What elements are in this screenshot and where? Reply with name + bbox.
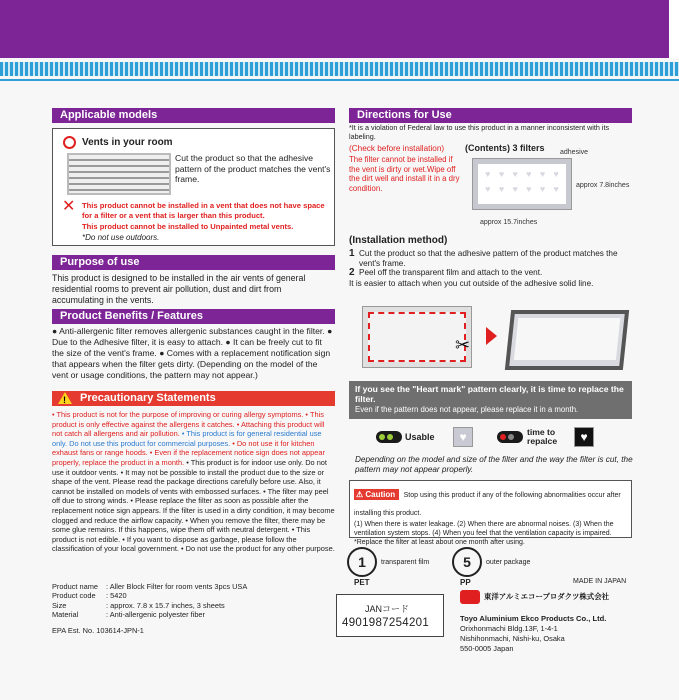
check-before-title: (Check before installation) xyxy=(349,144,445,153)
address-line-2: Nishihonmachi, Nishi-ku, Osaka xyxy=(460,634,565,643)
vent-grille-image xyxy=(67,153,171,195)
heart-icon: ♥ xyxy=(553,169,559,179)
precaution-heading xyxy=(52,391,335,406)
caution-box xyxy=(349,480,632,546)
decorative-line xyxy=(0,79,679,81)
dirty-filter-icon: ♥ xyxy=(574,427,594,447)
recycle-pet-icon xyxy=(347,547,377,577)
company-name-jp: 東洋アルミエコープロダクツ株式会社 xyxy=(484,592,609,601)
heart-note: Depending on the model and size of the filter and the way the filter is cut, the pattern may not appear properly. xyxy=(355,455,633,474)
heart-mark-subtitle: Even if the pattern does not appear, please replace it in a month. xyxy=(355,405,579,414)
usable-label: Usable xyxy=(405,432,435,442)
product-name-label: Product name xyxy=(52,582,99,591)
heart-mark-title: If you see the "Heart mark" pattern clearly, it is time to replace the filter. xyxy=(355,384,624,404)
clean-filter-icon: ♥ xyxy=(453,427,473,447)
heart-mark-panel xyxy=(349,381,632,419)
company-name: Toyo Aluminium Ekco Products Co., Ltd. xyxy=(460,614,607,623)
caution-badge: ⚠ Caution xyxy=(354,489,399,500)
contents-label: (Contents) 3 filters xyxy=(465,143,545,153)
jan-label: JANコード xyxy=(365,604,410,614)
precaution-text xyxy=(52,410,335,554)
height-label: approx 7.8inches xyxy=(576,182,630,189)
heart-icon: ♥ xyxy=(539,184,546,194)
step2-number: 2 xyxy=(349,267,355,278)
federal-note: *It is a violation of Federal law to use this product in a manner inconsistent with its labeling. xyxy=(349,123,610,141)
circle-icon xyxy=(63,136,76,149)
heart-icon: ♥ xyxy=(512,184,518,194)
step1-number: 1 xyxy=(349,248,355,259)
precaution-red-2: • Do not use it for kitchen exhaust fans or range hoods. • Even if the replacement notice sign does not appear properly, replace the product in a month. xyxy=(52,438,325,467)
heart-icon: ♥ xyxy=(526,184,532,194)
replace-dot-red xyxy=(500,434,506,440)
purpose-heading: Purpose of use xyxy=(52,255,335,270)
caution-text-2: (1) When there is water leakage. (2) When there are abnormal noises. (3) When the ventilation system stops. (4) When you feel that the ventilation capacity is impaired. xyxy=(354,521,614,537)
installation-title: (Installation method) xyxy=(349,235,448,246)
pet-label: PET xyxy=(354,578,370,587)
pet-number: 1 xyxy=(358,554,366,570)
pp-label: PP xyxy=(460,578,471,587)
vents-label: Vents in your room xyxy=(82,137,173,148)
benefits-text: ● Anti-allergenic filter removes allergenic substances caught in the filter. ● Due to the Adhesive filter, it is easy to attach. ● It can be freely cut to fit the size of the vent's frame. ● Comes with a replacement notification sign that appears when the filter gets dirty. (Depending on the model of the vent or usage conditions, the pattern may not appear.) xyxy=(52,326,333,380)
heart-icon: ♥ xyxy=(498,169,505,179)
heart-icon: ♥ xyxy=(526,169,532,179)
precaution-red-1: • This product is not for the purpose of improving or curing allergy symptoms. • This product is only effective against the allergens it catches. • Attaching this product will not catch all allergens and air pollution. xyxy=(52,410,325,439)
step1-text: Cut the product so that the adhesive pattern of the product matches the vent's frame. xyxy=(359,249,618,268)
pp-number: 5 xyxy=(463,554,471,570)
purpose-text: This product is designed to be installed in the air vents of general residential rooms to prevent air pollution, dust and dirt from accumulating in the vents. xyxy=(52,273,306,305)
product-info xyxy=(52,582,342,620)
decorative-stripe xyxy=(0,62,679,76)
cut-instruction: Cut the product so that the adhesive pattern of the product matches the vent's frame. xyxy=(175,153,331,185)
heart-icon: ♥ xyxy=(512,169,518,179)
heart-icon: ♥ xyxy=(485,169,491,179)
caution-text-3: *Replace the filter at least about one month after using. xyxy=(354,539,525,546)
heart-icon: ♥ xyxy=(553,184,559,194)
top-purple-band xyxy=(0,0,679,58)
check-before-text: The filter cannot be installed if the vent is dirty or wet.Wipe off the dirt well and install it in a dry condition. xyxy=(349,155,460,193)
epa-number: EPA Est. No. 103614-JPN-1 xyxy=(52,626,144,635)
pet-description: transparent film xyxy=(381,559,430,566)
address-line-3: 550-0005 Japan xyxy=(460,644,514,653)
benefits-heading: Product Benefits / Features xyxy=(52,309,335,324)
product-code-label: Product code xyxy=(52,591,96,601)
jan-code: 4901987254201 xyxy=(342,617,430,629)
size-label: Size xyxy=(52,600,67,610)
made-in-japan: MADE IN JAPAN xyxy=(573,578,627,585)
product-name: : Aller Block Filter for room vents 3pcs USA xyxy=(106,582,248,591)
caution-text-1: Stop using this product if any of the following abnormalities occur after installing this product. xyxy=(354,492,621,517)
pp-description: outer package xyxy=(486,559,531,566)
product-code: : 5420 xyxy=(106,591,127,601)
installed-vent-illustration xyxy=(505,310,629,370)
replace-label: time to repalce xyxy=(527,427,558,446)
recycle-pp-icon xyxy=(452,547,482,577)
warning-metal-vents: This product cannot be installed to Unpainted metal vents. xyxy=(82,222,294,231)
applicable-models-box xyxy=(52,128,335,246)
precaution-title: Precautionary Statements xyxy=(80,392,216,404)
warning-vent-size: This product cannot be installed in a vent that does not have space for a filter or a vent that is larger than this product. xyxy=(82,201,325,220)
material-value: : Anti-allergenic polyester fiber xyxy=(106,610,206,620)
scissors-icon: ✂ xyxy=(455,335,471,355)
heart-icon: ♥ xyxy=(498,184,505,194)
jan-code-box xyxy=(336,594,444,637)
usable-dot-green-2 xyxy=(387,434,393,440)
heart-icon: ♥ xyxy=(539,169,546,179)
adhesive-label: adhesive xyxy=(560,149,589,156)
applicable-models-heading: Applicable models xyxy=(52,108,335,123)
address-line-1: Orixhonmachi Bldg.13F, 1-4-1 xyxy=(460,624,558,633)
outdoor-note: *Do not use outdoors. xyxy=(82,233,160,242)
heart-icon: ♥ xyxy=(485,184,491,194)
size-value: : approx. 7.8 x 15.7 inches, 3 sheets xyxy=(106,600,225,610)
caution-label: Caution xyxy=(365,490,396,499)
directions-heading: Directions for Use xyxy=(349,108,632,123)
arrow-right-icon xyxy=(486,327,497,345)
easier-note: It is easier to attach when you cut outside of the adhesive solid line. xyxy=(349,279,594,288)
cross-icon: ✕ xyxy=(62,198,76,215)
usable-dot-green xyxy=(379,434,385,440)
replace-dot-grey xyxy=(508,434,514,440)
filter-diagram xyxy=(472,158,572,210)
step2-text: Peel off the transparent film and attach to the vent. xyxy=(359,268,543,277)
width-label: approx 15.7inches xyxy=(480,219,538,226)
toyo-logo-icon xyxy=(460,590,480,604)
material-label: Material xyxy=(52,610,79,620)
precaution-black: • This product is for indoor use only. Do not use it outdoor vents. • It may not be possible to install the product due to the size or shape of the vent. Please read the package directions carefully before use. Also, it cannot be installed on models of vents with embossed surfaces. • The filter may peel off due to strong winds. • Please replace the filter as soon as possible after the replacement notice sign appears. If the filter is used in a dirty condition, it may become clogged and reduce the airflow capacity. • When you remove the filter, there may be some glue remains. If this happens, wipe them off with neutral detergent. • This product is not edible. • If you want to dispose as garbage, please follow the classification of your local government. • Do not use the product for any other purpose. xyxy=(52,457,335,554)
precaution-blue: • This product is for general residential use only. Do not use this product for commercial purposes. xyxy=(52,429,322,448)
warning-icon-mark: ! xyxy=(63,395,66,405)
